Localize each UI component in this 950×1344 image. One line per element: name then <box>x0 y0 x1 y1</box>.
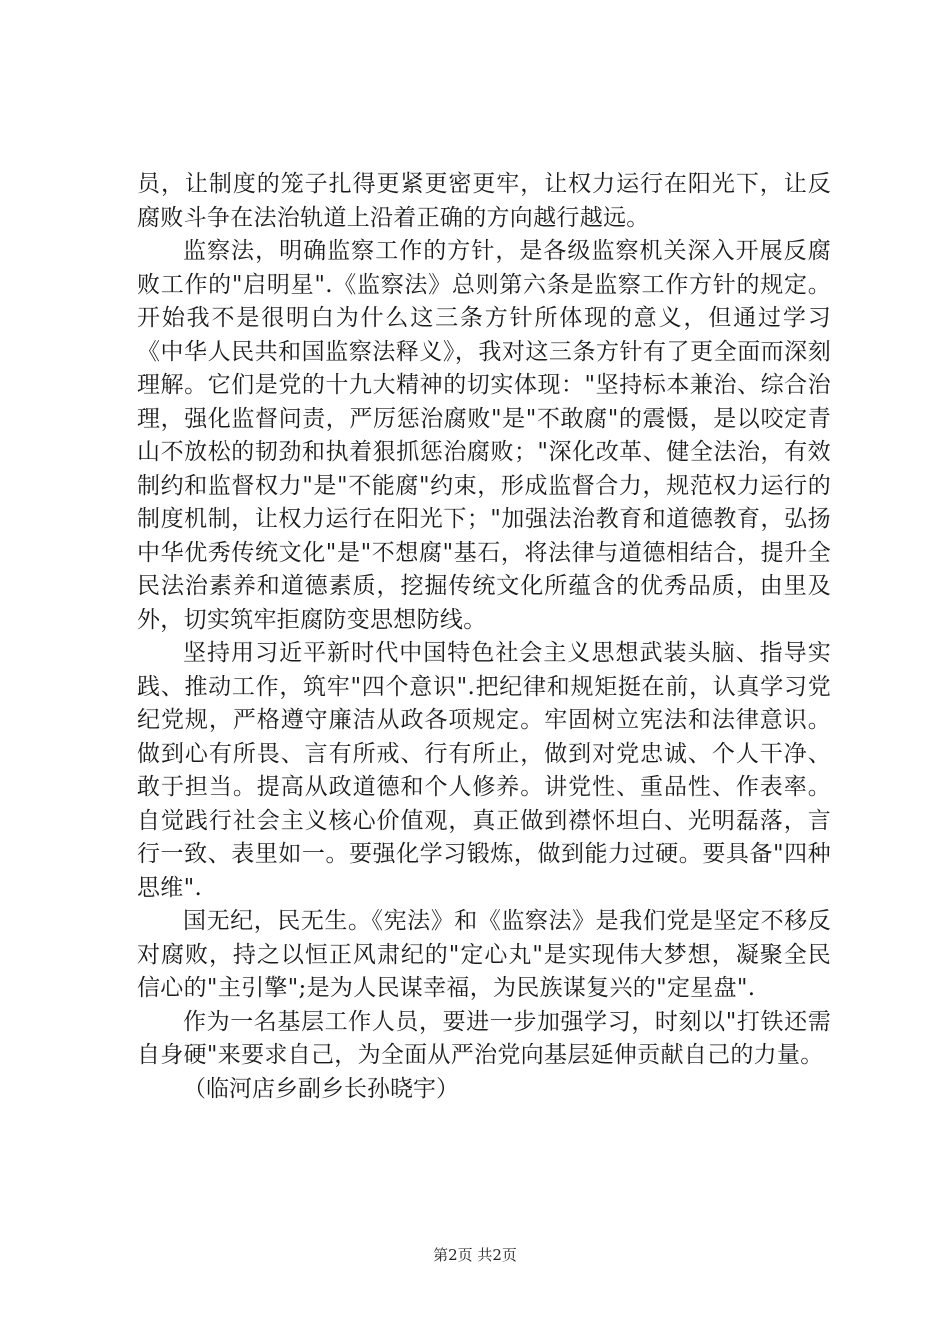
paragraph-supervision-law: 监察法，明确监察工作的方针，是各级监察机关深入开展反腐败工作的"启明星".《监察法》总则第六条是监察工作方针的规定。开始我不是很明白为什么这三条方针所体现的意义，但通过学习《中华人民共和国监察法释义》，我对这三条方针有了更全面而深刻理解。它们是党的十九大精神的切实体现："坚持标本兼治、综合治理，强化监督问责，严厉惩治腐败"是"不敢腐"的震慑，是以咬定青山不放松的韧劲和执着狠抓惩治腐败；"深化改革、健全法治，有效制约和监督权力"是"不能腐"约束，形成监督合力，规范权力运行的制度机制，让权力运行在阳光下；"加强法治教育和道德教育，弘扬中华优秀传统文化"是"不想腐"基石，将法律与道德相结合，提升全民法治素养和道德素质，挖掘传统文化所蕴含的优秀品质，由里及外，切实筑牢拒腐防变思想防线。 <box>137 238 831 633</box>
document-body <box>137 168 831 1106</box>
paragraph-grassroots: 作为一名基层工作人员，要进一步加强学习，时刻以"打铁还需自身硬"来要求自己，为全面从严治党向基层延伸贡献自己的力量。 <box>137 1008 831 1068</box>
author-signature: （临河店乡副乡长孙晓宇） <box>183 1075 459 1102</box>
paragraph-constitution: 国无纪，民无生。《宪法》和《监察法》是我们党是坚定不移反对腐败，持之以恒正风肃纪的"定心丸"是实现伟大梦想，凝聚全民信心的"主引擎";是为人民谋幸福，为民族谋复兴的"定星盘". <box>137 908 831 1001</box>
page-number-footer: 第2页 共2页 <box>433 1246 517 1264</box>
paragraph-xi-thought: 坚持用习近平新时代中国特色社会主义思想武装头脑、指导实践、推动工作，筑牢"四个意识".把纪律和规矩挺在前，认真学习党纪党规，严格遵守廉洁从政各项规定。牢固树立宪法和法律意识。做到心有所畏、言有所戒、行有所止，做到对党忠诚、个人干净、敢于担当。提高从政道德和个人修养。讲党性、重品性、作表率。自觉践行社会主义核心价值观，真正做到襟怀坦白、光明磊落，言行一致、表里如一。要强化学习锻炼，做到能力过硬。要具备"四种思维". <box>137 640 831 901</box>
paragraph-continuation: 员，让制度的笼子扎得更紧更密更牢，让权力运行在阳光下，让反腐败斗争在法治轨道上沿着正确的方向越行越远。 <box>137 171 831 231</box>
